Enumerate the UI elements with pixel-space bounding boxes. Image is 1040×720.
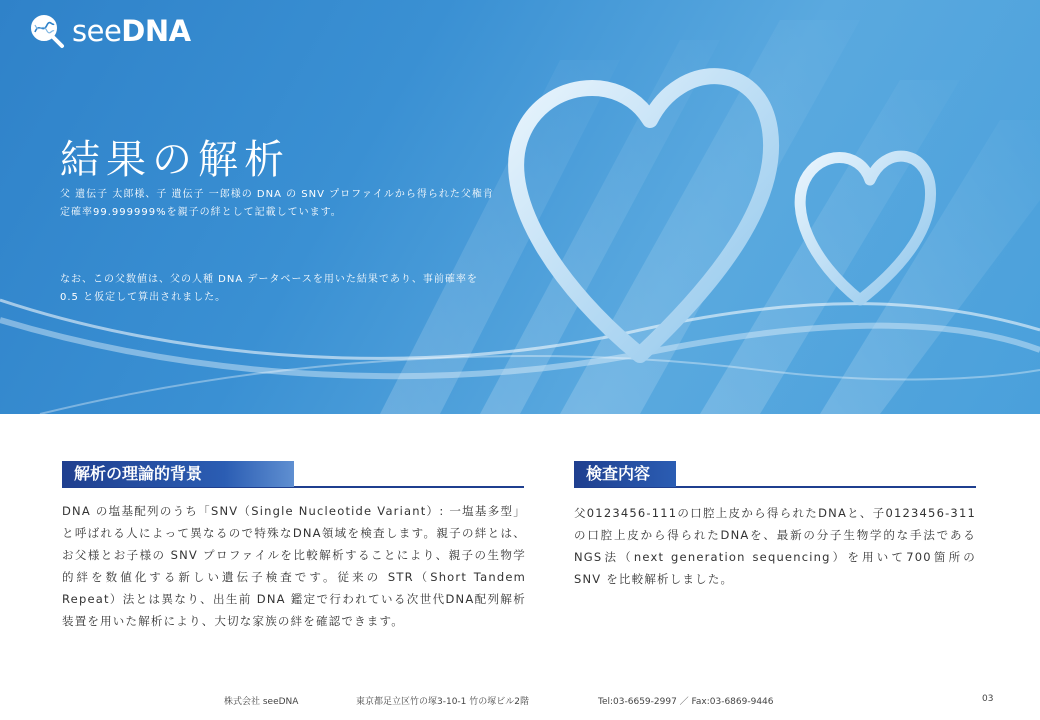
footer-company: 株式会社 seeDNA [224,697,299,707]
brand-logo[interactable] [28,12,191,50]
page-title: 結果の解析 [60,137,290,183]
theory-heading-label: 解析の理論的背景 [62,461,294,487]
result-note: なお、この父数値は、父の人種 DNA データベースを用いた結果であり、事前確率を 0.5 と仮定して算出されました。 [60,274,478,303]
footer-contact: Tel:03-6659-2997 ／ Fax:03-6869-9446 [598,697,774,707]
brand-name [72,14,191,48]
footer-address: 東京都足立区竹の塚3-10-1 竹の塚ビル2階 [356,697,529,707]
inspection-heading-label: 検査内容 [574,461,676,487]
inspection-section-body: 父0123456-111の口腔上皮から得られたDNAと、子0123456-311の口腔上皮から得られたDNAを、最新の分子生物学的な手法であるNGS法（next generation sequencing）を用いて700箇所の SNV を比較解析しました。 [574,506,976,586]
theory-section-body: DNA の塩基配列のうち「SNV（Single Nucleotide Variant）: 一塩基多型」と呼ばれる人によって異なるので特殊なDNA領域を検査します。親子の絆とは、お父様とお子様の SNV プロファイルを比較解析することにより、親子の生物学的絆を数値化する新しい遺伝子検査です。従来の STR（Short Tandem Repeat）法とは異なり、出生前 DNA 鑑定で行われている次世代DNA配列解析装置を用いた解析により、大切な家族の絆を確認できます。 [62,504,526,628]
page-number: 03 [982,694,994,704]
result-summary: 父 遺伝子 太郎様、子 遺伝子 一郎様の DNA の SNV プロファイルから得られた父権肯定確率99.999999%を親子の絆として記載しています。 [60,189,494,218]
brand-name-see: see [72,14,122,48]
inspection-section-heading [574,462,976,488]
magnifier-dna-icon [28,12,66,50]
brand-name-dna: DNA [121,14,191,48]
theory-section-heading [62,462,524,488]
